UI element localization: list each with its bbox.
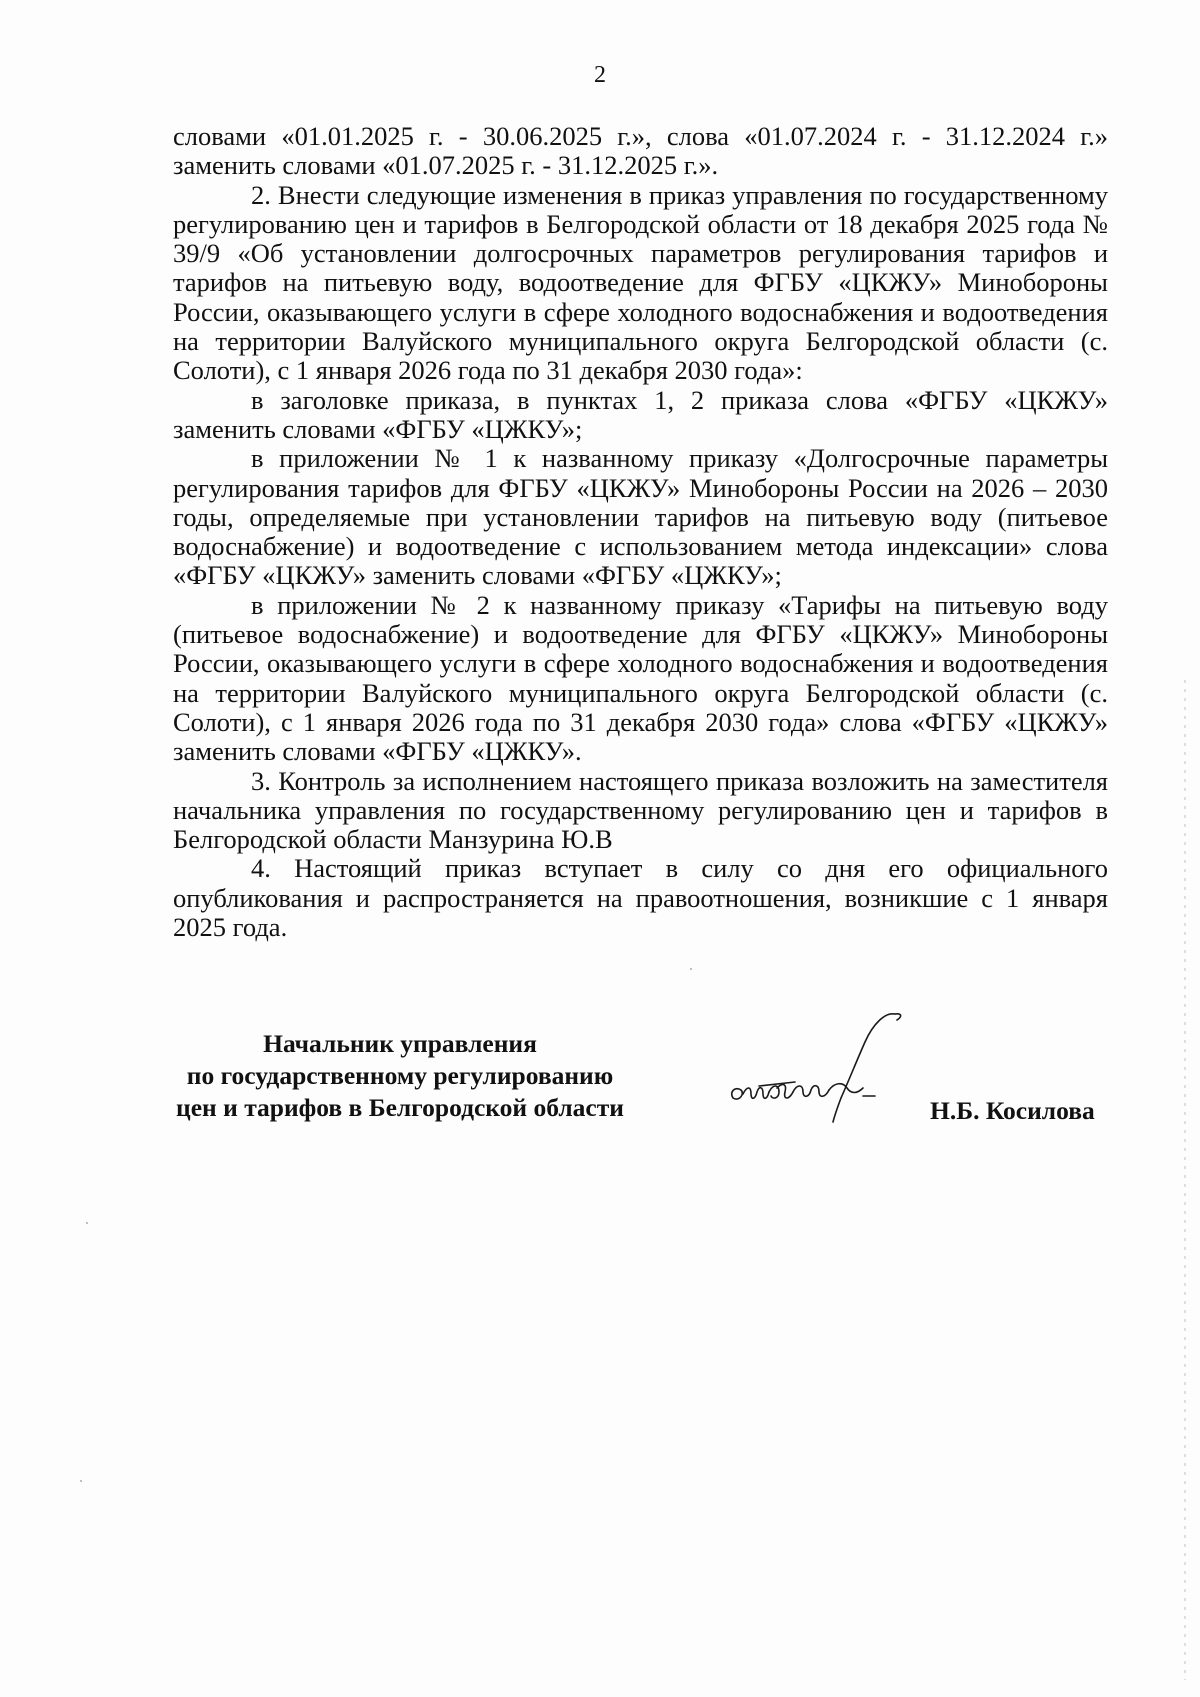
handwritten-signature: [725, 1002, 965, 1132]
paragraph-item-4: 4. Настоящий приказ вступает в силу со дня его официального опубликования и распространяется на правоотношения, возникшие с 1 января 2025 года.: [173, 853, 1108, 943]
paragraph-item-2: 2. Внести следующие изменения в приказ управления по государственному регулированию цен и тарифов в Белгородской области от 18 декабря 2025 года № 39/9 «Об установлении долгосрочных параметров регулирования тарифов и тарифов на питьевую воду, водоотведение для ФГБУ «ЦКЖУ» Минобороны России, оказывающего услуги в сфере холодного водоснабжения и водоотведения на территории Валуйского муниципального округа Белгородской области (с. Солоти), с 1 января 2026 года по 31 декабря 2030 года»:: [173, 179, 1108, 386]
scan-speck: [690, 968, 692, 970]
signatory-position-line-3: цен и тарифов в Белгородской области: [176, 1093, 624, 1122]
paragraph-continuation: словами «01.01.2025 г. - 30.06.2025 г.», слова «01.07.2024 г. - 31.12.2024 г.» заменить словами «01.07.2025 г. - 31.12.2025 г.».: [173, 121, 1108, 181]
signatory-position-line-1: Начальник управления: [263, 1029, 537, 1058]
signatory-position-line-2: по государственному регулированию: [186, 1061, 614, 1090]
page-number: 2: [594, 62, 606, 88]
scan-speck: [86, 1222, 88, 1224]
paragraph-appendix-2: в приложении № 2 к названному приказу «Тарифы на питьевую воду (питьевое водоснабжение) и водоотведение для ФГБУ «ЦКЖУ» Минобороны России, оказывающего услуги в сфере холодного водоснабжения и водоотведения на территории Валуйского муниципального округа Белгородской области (с. Солоти), с 1 января 2026 года по 31 декабря 2030 года» слова «ФГБУ «ЦКЖУ» заменить словами «ФГБУ «ЦЖКУ».: [173, 589, 1108, 767]
scan-edge-artifact: [1184, 680, 1186, 1680]
paragraph-title-change: в заголовке приказа, в пунктах 1, 2 приказа слова «ФГБУ «ЦКЖУ» заменить словами «ФГБУ «ЦЖКУ»;: [173, 384, 1108, 444]
signatory-position: [150, 1028, 650, 1124]
scan-speck: [80, 1480, 82, 1482]
document-body: [173, 122, 1108, 942]
signature-block: [0, 1028, 1200, 1148]
paragraph-appendix-1: в приложении № 1 к названному приказу «Долгосрочные параметры регулирования тарифов для ФГБУ «ЦКЖУ» Минобороны России на 2026 – 2030 годы, определяемые при установлении тарифов на питьевую воду (питьевое водоснабжение) и водоотведение с использованием метода индексации» слова «ФГБУ «ЦКЖУ» заменить словами «ФГБУ «ЦЖКУ»;: [173, 443, 1108, 591]
paragraph-item-3: 3. Контроль за исполнением настоящего приказа возложить на заместителя начальника управления по государственному регулированию цен и тарифов в Белгородской области Манзурина Ю.В: [173, 765, 1108, 855]
signatory-name: Н.Б. Косилова: [930, 1096, 1095, 1125]
